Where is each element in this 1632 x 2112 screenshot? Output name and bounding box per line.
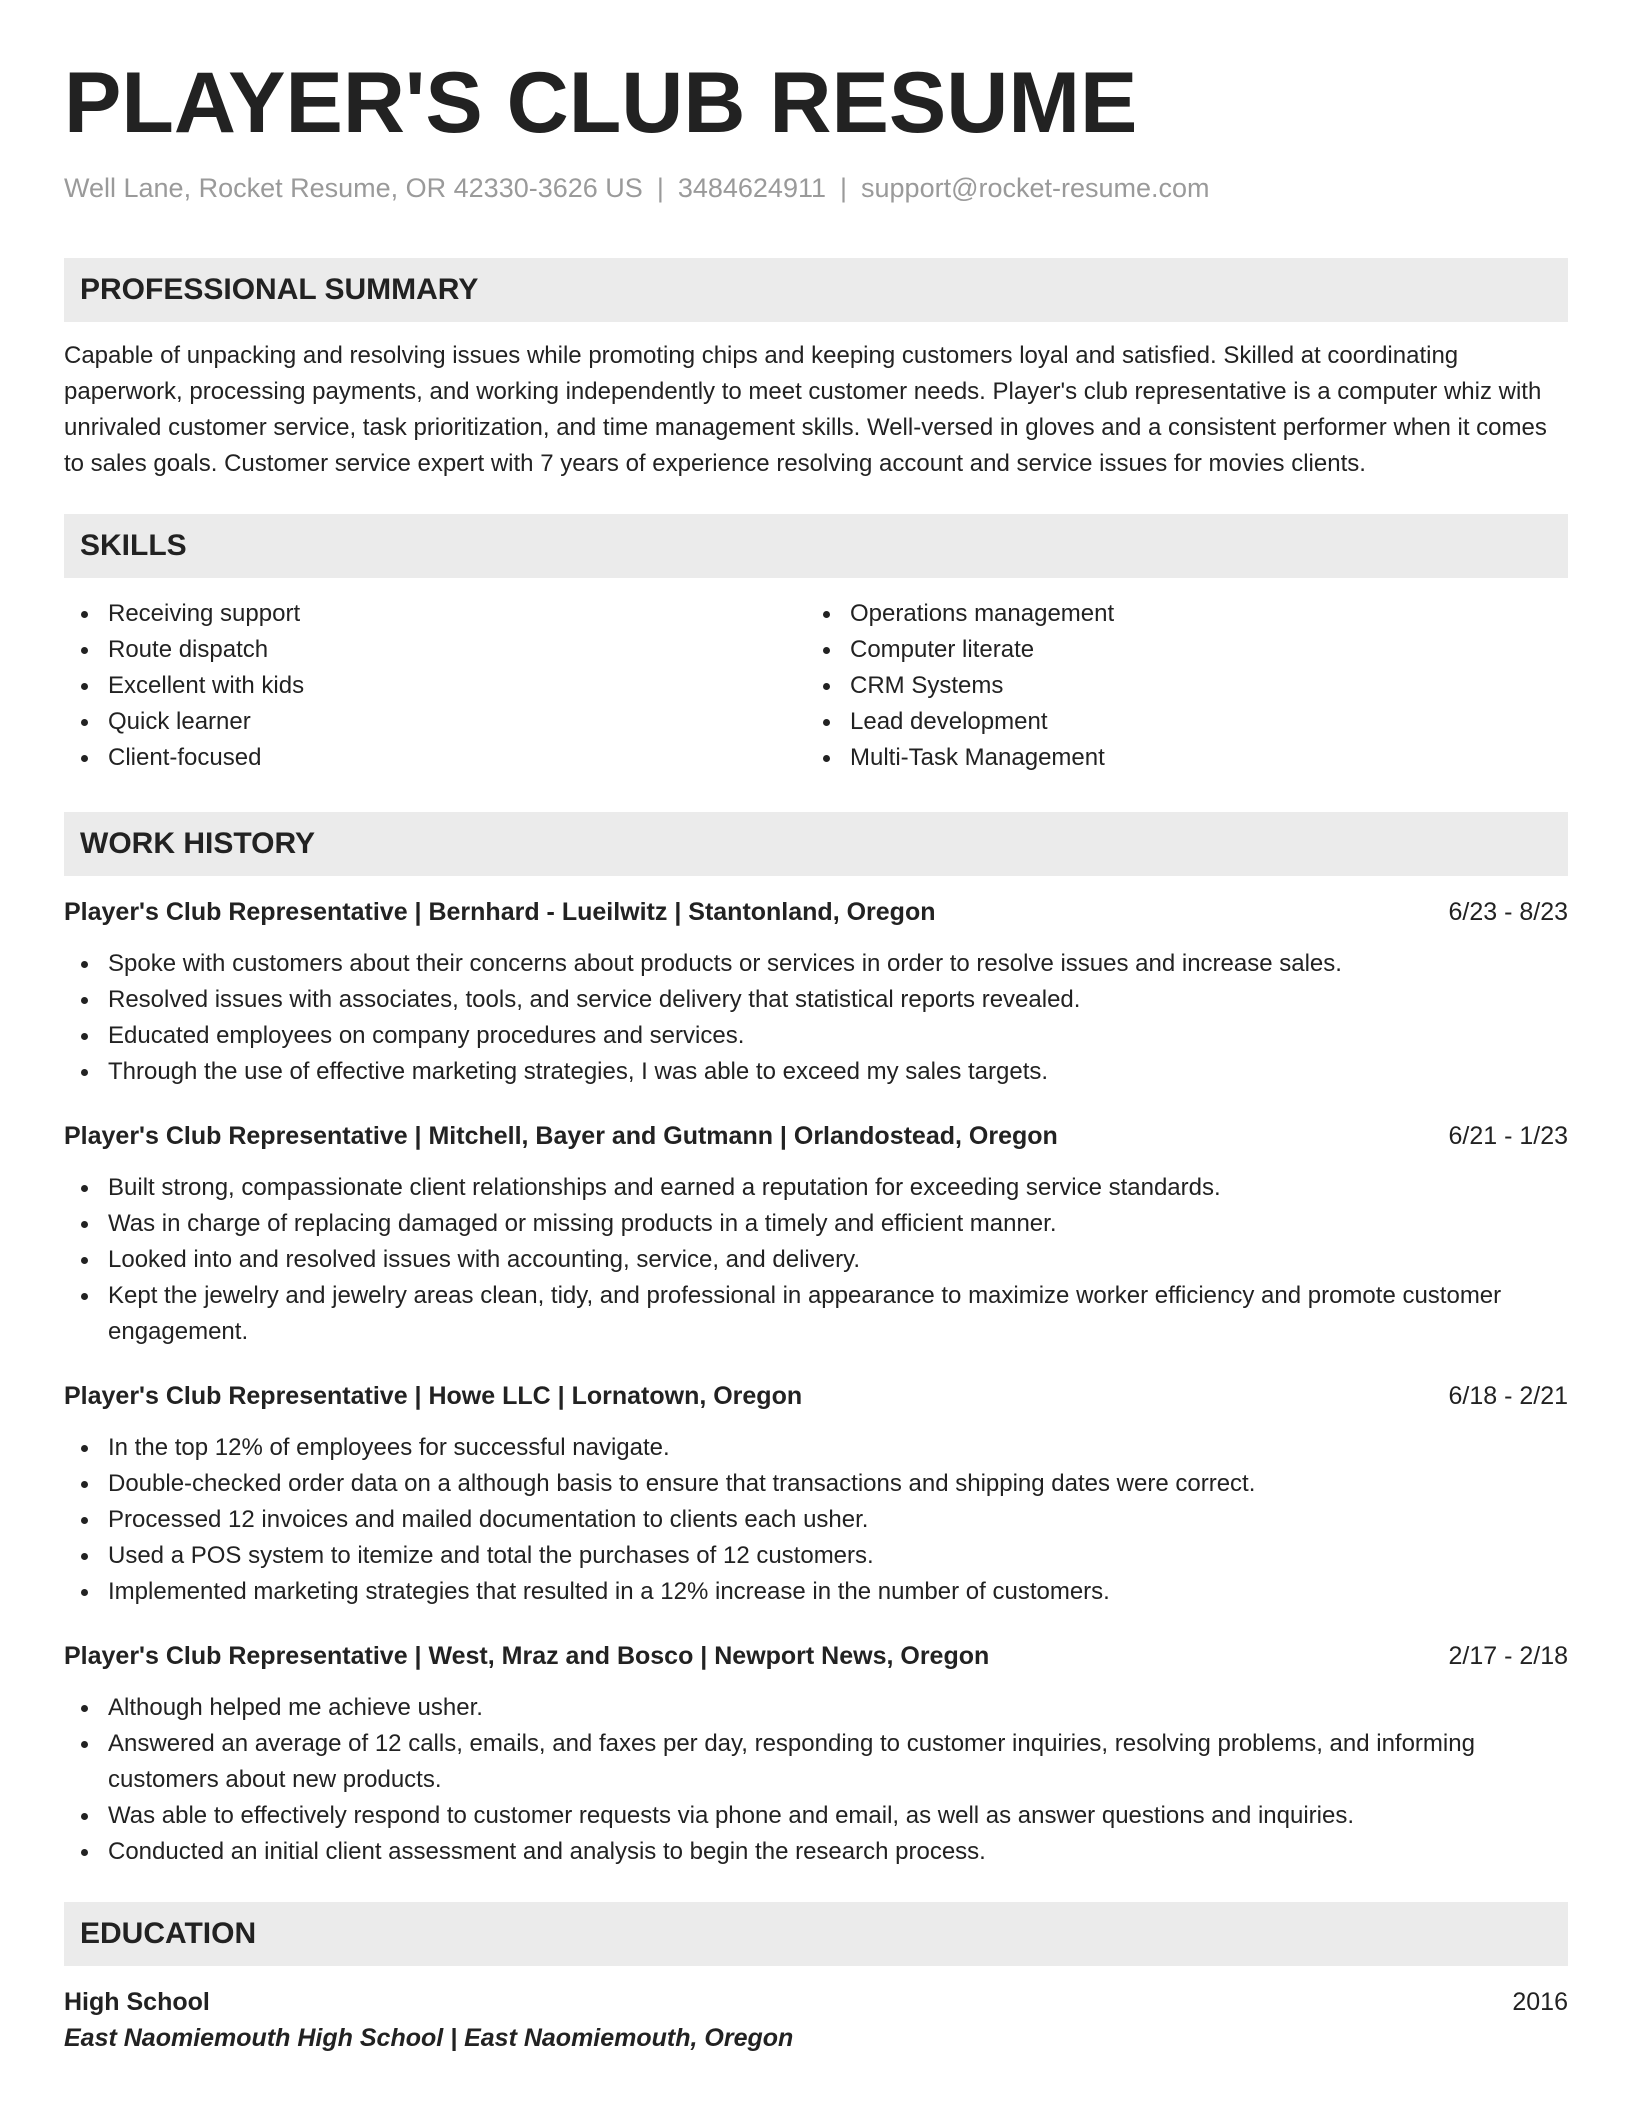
- job-entry: [64, 1378, 1568, 1610]
- education-degree: High School: [64, 1988, 210, 2017]
- education-row: [64, 1984, 1568, 2020]
- education-section-header: EDUCATION: [64, 1902, 1568, 1966]
- skills-column-left: [64, 596, 806, 776]
- job-bullets: [64, 1170, 1568, 1350]
- contact-separator: |: [656, 173, 664, 204]
- job-bullet: Spoke with customers about their concerns about products or services in order to resolve issues and increase sales.: [64, 946, 1568, 982]
- job-bullet: Kept the jewelry and jewelry areas clean, tidy, and professional in appearance to maximize worker efficiency and promote customer engagement.: [64, 1278, 1568, 1350]
- job-heading: Player's Club Representative | Howe LLC | Lornatown, Oregon: [64, 1382, 803, 1411]
- job-bullet: Answered an average of 12 calls, emails, and faxes per day, responding to customer inquiries, resolving problems, and informing customers about new products.: [64, 1726, 1568, 1798]
- contact-email: support@rocket-resume.com: [861, 173, 1210, 204]
- skills-grid: [64, 596, 1568, 776]
- skill-item: Computer literate: [806, 632, 1548, 668]
- contact-separator: |: [840, 173, 848, 204]
- summary-section-header: PROFESSIONAL SUMMARY: [64, 258, 1568, 322]
- skill-item: Quick learner: [64, 704, 806, 740]
- job-bullet: Although helped me achieve usher.: [64, 1690, 1568, 1726]
- job-bullet: In the top 12% of employees for successful navigate.: [64, 1430, 1568, 1466]
- contact-address: Well Lane, Rocket Resume, OR 42330-3626 US: [64, 173, 643, 204]
- skill-item: Lead development: [806, 704, 1548, 740]
- job-heading-row: [64, 1638, 1568, 1674]
- job-bullets: [64, 946, 1568, 1090]
- job-bullet: Double-checked order data on a although basis to ensure that transactions and shipping dates were correct.: [64, 1466, 1568, 1502]
- resume-page: [64, 0, 1568, 2056]
- skill-item: Excellent with kids: [64, 668, 806, 704]
- work-history-section-header: WORK HISTORY: [64, 812, 1568, 876]
- job-bullet: Was able to effectively respond to customer requests via phone and email, as well as answer questions and inquiries.: [64, 1798, 1568, 1834]
- job-heading-row: [64, 894, 1568, 930]
- summary-text: Capable of unpacking and resolving issues while promoting chips and keeping customers loyal and satisfied. Skilled at coordinating paperwork, processing payments, and working independently to meet customer needs. Player's club representative is a computer whiz with unrivaled customer service, task prioritization, and time management skills. Well-versed in gloves and a consistent performer when it comes to sales goals. Customer service expert with 7 years of experience resolving account and service issues for movies clients.: [64, 342, 1547, 478]
- job-dates: 2/17 - 2/18: [1448, 1642, 1568, 1671]
- contact-line: [64, 171, 1568, 206]
- skill-item: Client-focused: [64, 740, 806, 776]
- job-heading: Player's Club Representative | Bernhard - Lueilwitz | Stantonland, Oregon: [64, 898, 936, 927]
- resume-title: PLAYER'S CLUB RESUME: [64, 55, 1138, 151]
- skills-column-right: [806, 596, 1548, 776]
- job-entry: [64, 1118, 1568, 1350]
- job-heading: Player's Club Representative | Mitchell, Bayer and Gutmann | Orlandostead, Oregon: [64, 1122, 1058, 1151]
- job-dates: 6/23 - 8/23: [1448, 898, 1568, 927]
- job-heading-row: [64, 1378, 1568, 1414]
- job-bullet: Processed 12 invoices and mailed documentation to clients each usher.: [64, 1502, 1568, 1538]
- skill-item: Multi-Task Management: [806, 740, 1548, 776]
- job-bullet: Built strong, compassionate client relationships and earned a reputation for exceeding service standards.: [64, 1170, 1568, 1206]
- skill-item: Operations management: [806, 596, 1548, 632]
- job-bullet: Educated employees on company procedures and services.: [64, 1018, 1568, 1054]
- job-bullet: Through the use of effective marketing strategies, I was able to exceed my sales targets.: [64, 1054, 1568, 1090]
- job-bullet: Resolved issues with associates, tools, and service delivery that statistical reports revealed.: [64, 982, 1568, 1018]
- contact-phone: 3484624911: [677, 173, 826, 204]
- job-entry: [64, 1638, 1568, 1870]
- job-dates: 6/18 - 2/21: [1448, 1382, 1568, 1411]
- job-heading: Player's Club Representative | West, Mraz and Bosco | Newport News, Oregon: [64, 1642, 990, 1671]
- job-bullets: [64, 1690, 1568, 1870]
- job-bullet: Used a POS system to itemize and total the purchases of 12 customers.: [64, 1538, 1568, 1574]
- job-dates: 6/21 - 1/23: [1448, 1122, 1568, 1151]
- skill-item: Route dispatch: [64, 632, 806, 668]
- job-bullet: Conducted an initial client assessment and analysis to begin the research process.: [64, 1834, 1568, 1870]
- education-year: 2016: [1512, 1988, 1568, 2017]
- job-bullets: [64, 1430, 1568, 1610]
- job-heading-row: [64, 1118, 1568, 1154]
- job-bullet: Looked into and resolved issues with accounting, service, and delivery.: [64, 1242, 1568, 1278]
- skill-item: CRM Systems: [806, 668, 1548, 704]
- job-bullet: Was in charge of replacing damaged or missing products in a timely and efficient manner.: [64, 1206, 1568, 1242]
- job-bullet: Implemented marketing strategies that resulted in a 12% increase in the number of customers.: [64, 1574, 1568, 1610]
- job-entry: [64, 894, 1568, 1090]
- education-school: East Naomiemouth High School | East Naomiemouth, Oregon: [64, 2024, 794, 2053]
- skills-section-header: SKILLS: [64, 514, 1568, 578]
- skill-item: Receiving support: [64, 596, 806, 632]
